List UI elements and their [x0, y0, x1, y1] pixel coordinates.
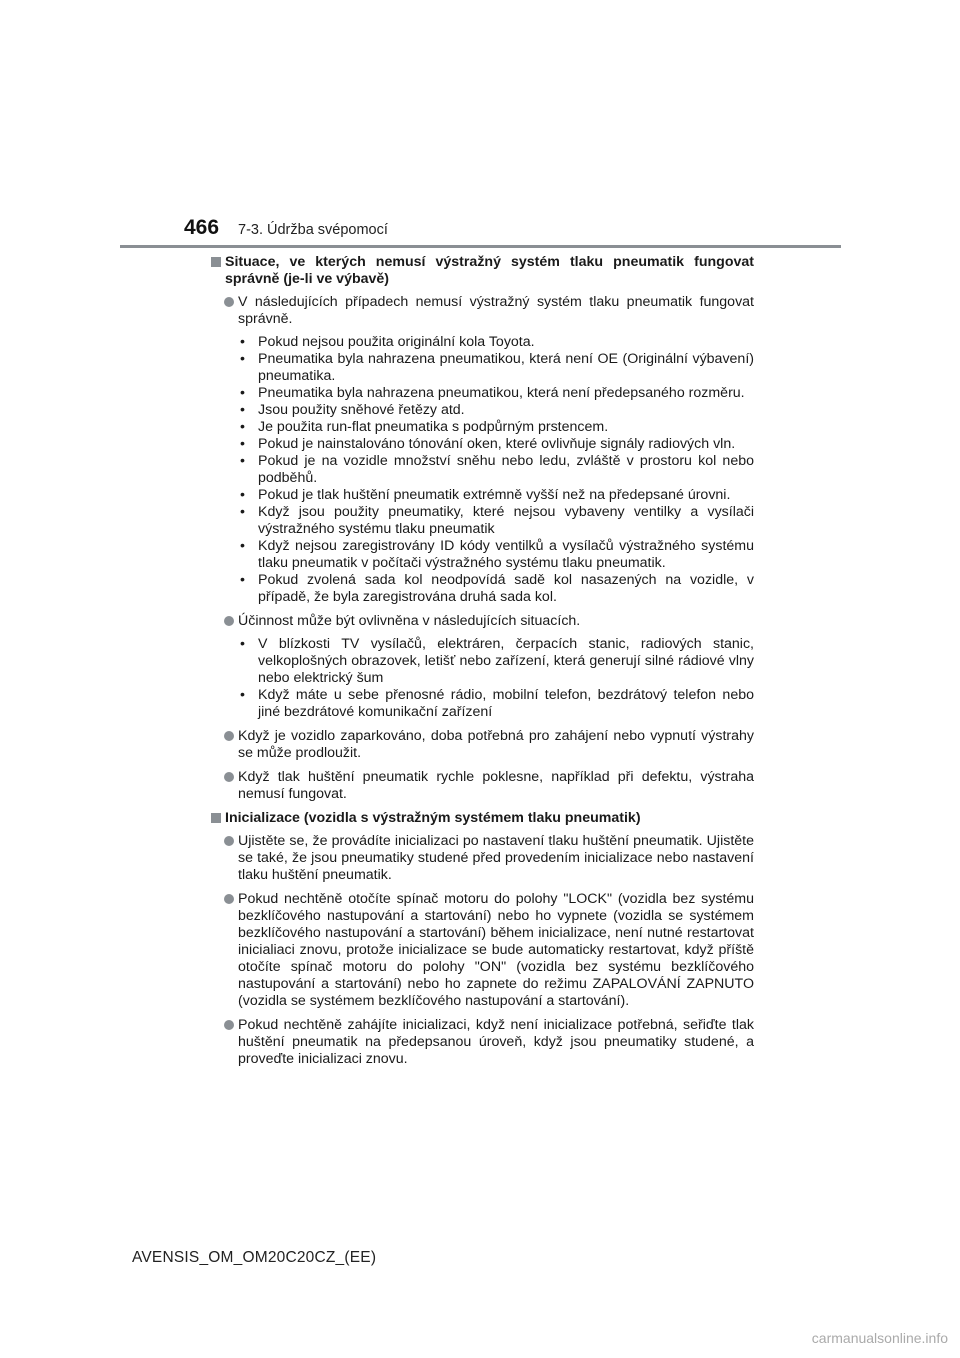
point-text: Když je vozidlo zaparkováno, doba potřebná pro zahájení nebo vypnutí výstrahy se může prodloužit. — [238, 728, 754, 761]
sub-bullet-list — [238, 334, 754, 606]
sub-bullet-text: Pokud zvolená sada kol neodpovídá sadě kol nasazených na vozidle, v případě, že byla zaregistrována druhá sada kol. — [258, 572, 754, 605]
bullet-dot-icon: • — [240, 385, 245, 401]
sub-bullet-item — [238, 504, 754, 538]
page-content — [209, 254, 754, 1075]
sub-bullet-item — [238, 351, 754, 385]
sub-bullet-text: Pneumatika byla nahrazena pneumatikou, která není OE (Originální výbavení) pneumatika. — [258, 351, 754, 384]
section-heading-text: Situace, ve kterých nemusí výstražný systém tlaku pneumatik fungovat správně (je-li ve výbavě) — [225, 254, 754, 287]
section — [209, 810, 754, 1068]
section-heading — [209, 810, 754, 827]
sub-bullet-text: Pokud nejsou použita originální kola Toyota. — [258, 334, 535, 350]
section — [209, 254, 754, 803]
sub-bullet-item — [238, 572, 754, 606]
point-text: Ujistěte se, že provádíte inicializaci po nastavení tlaku huštění pneumatik. Ujistěte se také, že jsou pneumatiky studené před provedením inicializace nebo nastavení tlaku huštění pneumatik. — [238, 833, 754, 883]
sub-bullet-text: Jsou použity sněhové řetězy atd. — [258, 402, 465, 418]
bullet-dot-icon: • — [240, 436, 245, 452]
bullet-dot-icon: • — [240, 687, 245, 703]
sub-bullet-item — [238, 687, 754, 721]
section-heading-text: Inicializace (vozidla s výstražným systémem tlaku pneumatik) — [225, 810, 641, 826]
sub-bullet-text: Pokud je tlak huštění pneumatik extrémně vyšší než na předepsané úrovni. — [258, 487, 731, 503]
header-divider — [120, 245, 841, 248]
sub-bullet-text: Když nejsou zaregistrovány ID kódy ventilků a vysílačů výstražného systému tlaku pneumatik v počítači výstražného systému tlaku pneumatik. — [258, 538, 754, 571]
sub-bullet-item — [238, 385, 754, 402]
circle-bullet-icon — [224, 616, 234, 626]
point-text: V následujících případech nemusí výstražný systém tlaku pneumatik fungovat správně. — [238, 294, 754, 327]
page-header — [0, 0, 960, 250]
sub-bullet-item — [238, 334, 754, 351]
point-text: Pokud nechtěně otočíte spínač motoru do polohy "LOCK" (vozidla bez systému bezklíčového nastupování a startování) nebo ho vypnete (vozidla se systémem bezklíčového nastupování a startování) během inicializace, není nutné restartovat inicialiaci znovu, protože inicializace se bude automaticky restartovat, když příště otočíte spínač motoru do polohy "ON" (vozidla bez systému bezklíčového nastupování a startování) nebo ho zapnete do režimu ZAPALOVÁNÍ ZAPNUTO (vozidla se systémem bezklíčového nastupování a startování). — [238, 891, 754, 1009]
bullet-dot-icon: • — [240, 419, 245, 435]
circle-bullet-icon — [224, 1020, 234, 1030]
bullet-dot-icon: • — [240, 402, 245, 418]
sub-bullet-text: Je použita run-flat pneumatika s podpůrným prstencem. — [258, 419, 609, 435]
bullet-dot-icon: • — [240, 504, 245, 520]
sub-bullet-text: Když máte u sebe přenosné rádio, mobilní telefon, bezdrátový telefon nebo jiné bezdrátové komunikační zařízení — [258, 687, 754, 720]
section-title: 7-3. Údržba svépomocí — [238, 222, 388, 238]
sub-bullet-item — [238, 487, 754, 504]
section-heading — [209, 254, 754, 288]
point-text: Účinnost může být ovlivněna v následujících situacích. — [238, 613, 581, 629]
point-text: Pokud nechtěně zahájíte inicializaci, když není inicializace potřebná, seřiďte tlak huštění pneumatik na předepsanou úroveň, když jsou pneumatiky studené, a proveďte inicializaci znovu. — [238, 1017, 754, 1067]
list-item — [209, 294, 754, 606]
bullet-dot-icon: • — [240, 636, 245, 652]
bullet-dot-icon: • — [240, 453, 245, 469]
sub-bullet-item — [238, 402, 754, 419]
bullet-dot-icon: • — [240, 572, 245, 588]
point-text: Když tlak huštění pneumatik rychle poklesne, například při defektu, výstraha nemusí fungovat. — [238, 769, 754, 802]
sub-bullet-list — [238, 636, 754, 721]
sub-bullet-item — [238, 436, 754, 453]
sub-bullet-item — [238, 453, 754, 487]
list-item — [209, 1017, 754, 1068]
sub-bullet-item — [238, 419, 754, 436]
bullet-dot-icon: • — [240, 351, 245, 367]
page-number: 466 — [184, 216, 220, 239]
circle-bullet-icon — [224, 772, 234, 782]
list-item — [209, 613, 754, 721]
list-item — [209, 728, 754, 762]
sub-bullet-text: V blízkosti TV vysílačů, elektráren, čerpacích stanic, radiových stanic, velkoplošných obrazovek, letišť nebo zařízení, která generují silné rádiové vlny nebo elektrický šum — [258, 636, 754, 686]
sub-bullet-item — [238, 636, 754, 687]
square-bullet-icon — [211, 257, 221, 267]
footer-model-code: AVENSIS_OM_OM20C20CZ_(EE) — [132, 1249, 377, 1266]
circle-bullet-icon — [224, 894, 234, 904]
circle-bullet-icon — [224, 297, 234, 307]
bullet-dot-icon: • — [240, 487, 245, 503]
watermark: carmanualsonline.info — [811, 1330, 948, 1346]
circle-bullet-icon — [224, 836, 234, 846]
sub-bullet-item — [238, 538, 754, 572]
sub-bullet-text: Pokud je nainstalováno tónování oken, které ovlivňuje signály radiových vln. — [258, 436, 736, 452]
bullet-dot-icon: • — [240, 334, 245, 350]
list-item — [209, 833, 754, 884]
square-bullet-icon — [211, 813, 221, 823]
list-item — [209, 769, 754, 803]
circle-bullet-icon — [224, 731, 234, 741]
sub-bullet-text: Pneumatika byla nahrazena pneumatikou, která není předepsaného rozměru. — [258, 385, 745, 401]
list-item — [209, 891, 754, 1010]
sub-bullet-text: Když jsou použity pneumatiky, které nejsou vybaveny ventilky a vysílači výstražného systému tlaku pneumatik — [258, 504, 754, 537]
bullet-dot-icon: • — [240, 538, 245, 554]
sub-bullet-text: Pokud je na vozidle množství sněhu nebo ledu, zvláště v prostoru kol nebo podběhů. — [258, 453, 754, 486]
